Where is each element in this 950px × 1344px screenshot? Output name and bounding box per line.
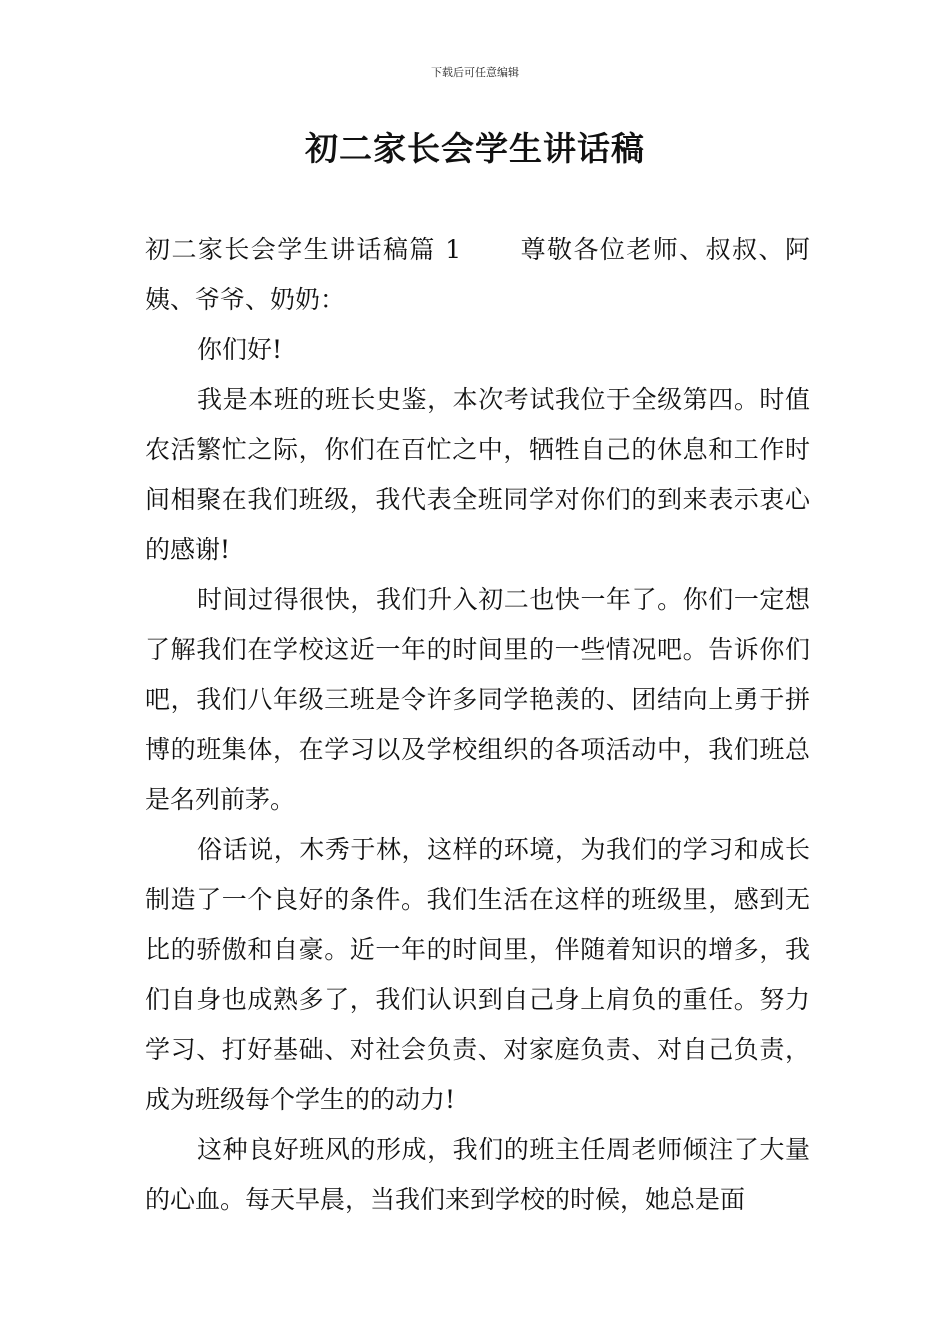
document-title: 初二家长会学生讲话稿 [305,129,645,168]
paragraph-greeting: 你们好! [197,335,283,364]
section-heading: 初二家长会学生讲话稿篇 1 [145,235,462,264]
page-header-note: 下载后可任意编辑 [431,66,519,79]
intro-paragraph [145,225,810,325]
paragraph-self-introduction: 我是本班的班长史鉴，本次考试我位于全级第四。时值农活繁忙之际，你们在百忙之中，牺牲自己的休息和工作时间相聚在我们班级，我代表全班同学对你们的到来表示衷心的感谢! [145,385,810,564]
document-body [145,225,810,1225]
paragraph-teacher: 这种良好班风的形成，我们的班主任周老师倾注了大量的心血。每天早晨，当我们来到学校的时候，她总是面 [145,1135,810,1214]
paragraph-growth: 俗话说，木秀于林，这样的环境，为我们的学习和成长制造了一个良好的条件。我们生活在这样的班级里，感到无比的骄傲和自豪。近一年的时间里，伴随着知识的增多，我们自身也成熟多了，我们认识到自己身上肩负的重任。努力学习、打好基础、对社会负责、对家庭负责、对自己负责，成为班级每个学生的的动力! [145,835,810,1114]
paragraph-class-overview: 时间过得很快，我们升入初二也快一年了。你们一定想了解我们在学校这近一年的时间里的一些情况吧。告诉你们吧，我们八年级三班是令许多同学艳羡的、团结向上勇于拼博的班集体，在学习以及学校组织的各项活动中，我们班总是名列前茅。 [145,585,810,814]
salutation: 尊敬各位老师、叔叔、阿姨、爷爷、奶奶： [145,235,810,314]
